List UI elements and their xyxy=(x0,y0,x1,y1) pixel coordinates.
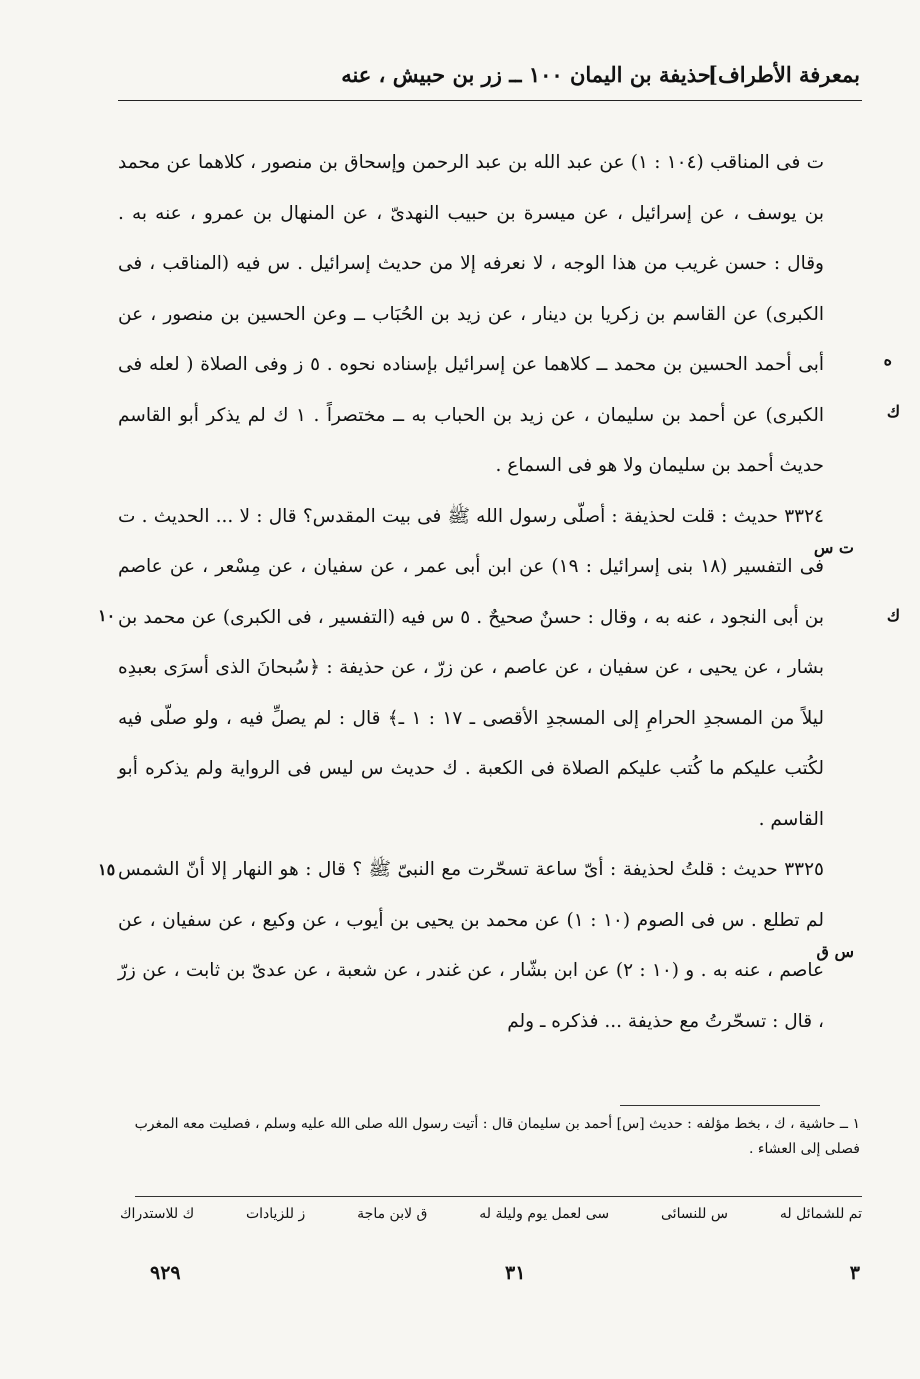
margin-mark-kaf: ك xyxy=(886,402,900,421)
margin-mark-ts: ت س xyxy=(813,538,854,557)
footnote-rule xyxy=(620,1105,820,1106)
legend-rule xyxy=(135,1196,862,1197)
running-header xyxy=(118,52,860,96)
legend-item: ك للاستدراك xyxy=(120,1206,195,1222)
margin-mark-sq: س ق xyxy=(816,942,854,961)
legend-item: تم للشمائل له xyxy=(779,1206,862,1222)
continuous-page-number: ٩٢٩ xyxy=(150,1262,181,1284)
hadith-3325: ٣٣٢٥ حديث : قلتُ لحذيفة : أىّ ساعة تسحّرت مع النبىّ ﷺ ؟ قال : هو النهار إلا أنّ الشمس لم تطلع . س فى الصوم (١٠ : ١) عن محمد بن يحيى بن أيوب ، عن وكيع ، عن سفيان ، عن عاصم ، عنه به . و (١٠ : ٢) عن ابن بشّار ، عن غندر ، عن شعبة ، عن عدىّ بن ثابت ، عن زرّ ، قال : تسحّرتُ مع حذيفة ... فذكره ـ ولم xyxy=(118,859,825,1032)
footnote: ١ ــ حاشية ، ك ، بخط مؤلفه : حديث [س] أحمد بن سليمان قال : أتيت رسول الله صلى الله عليه وسلم ، فصليت معه المغرب فصلى إلى العشاء . xyxy=(134,1116,860,1157)
page-number: ٣١ xyxy=(505,1262,526,1284)
volume-number: ٣ xyxy=(849,1262,860,1284)
header-rule xyxy=(118,100,862,101)
legend-item: ز للزيادات xyxy=(245,1206,306,1222)
abbreviation-legend xyxy=(120,1206,862,1236)
main-text xyxy=(118,138,824,1047)
paragraph-1: ت فى المناقب (١٠٤ : ١) عن عبد الله بن عبد الرحمن وإسحاق بن منصور ، كلاهما عن محمد بن يوسف ، عن إسرائيل ، عن ميسرة بن حبيب النهدىّ ، عن المنهال بن عمرو ، عنه به . وقال : حسن غريب من هذا الوجه ، لا نعرفه إلا من حديث إسرائيل . س فيه (المناقب ، فى الكبرى) عن القاسم بن زكريا بن دينار ، عن زيد بن الحُبَاب ــ وعن الحسين بن منصور ، عن أبى أحمد الحسين بن محمد ــ كلاهما عن إسرائيل بإسناده نحوه . ٥ ز وفى الصلاة ( لعله فى الكبرى) عن أحمد بن سليمان ، عن زيد بن الحباب به ــ مختصراً . ١ ك لم يذكر أبو القاسم حديث أحمد بن سليمان ولا هو فى السماع . xyxy=(118,152,824,476)
line-number-15: ١٥ xyxy=(98,860,116,879)
legend-item: س للنسائى xyxy=(661,1206,728,1222)
line-number-10: ١٠ xyxy=(98,606,116,625)
legend-item: سى لعمل يوم وليلة له xyxy=(479,1206,610,1222)
margin-mark-ha: ه xyxy=(883,350,892,369)
margin-mark-kaf-2: ك xyxy=(886,606,900,625)
header-book-title: بمعرفة الأطراف] xyxy=(708,61,860,87)
legend-item: ق لابن ماجة xyxy=(357,1206,428,1222)
hadith-3324: ٣٣٢٤ حديث : قلت لحذيفة : أصلّى رسول الله ﷺ فى بيت المقدس؟ قال : لا ... الحديث . ت فى التفسير (١٨ بنى إسرائيل : ١٩) عن ابن أبى عمر ، عن سفيان ، عن مِسْعر ، عن عاصم بن أبى النجود ، عنه به ، وقال : حسنٌ صحيحٌ . ٥ س فيه (التفسير ، فى الكبرى) عن محمد بن بشار ، عن يحيى ، عن سفيان ، عن عاصم ، عن زرّ ، عن حذيفة : ﴿سُبحانَ الذى أسرَى بعبدِه ليلاً من المسجدِ الحرامِ إلى المسجدِ الأقصى ـ ١٧ : ١ ـ﴾ قال : لم يصلِّ فيه ، ولو صلّى فيه لكُتب عليكم ما كُتب عليكم الصلاة فى الكعبة . ك حديث س ليس فى الرواية ولم يذكره أبو القاسم . xyxy=(118,505,824,830)
page-footer xyxy=(150,1262,860,1284)
header-section-title: حذيفة بن اليمان ١٠٠ ــ زر بن حبيش ، عنه xyxy=(341,61,711,87)
